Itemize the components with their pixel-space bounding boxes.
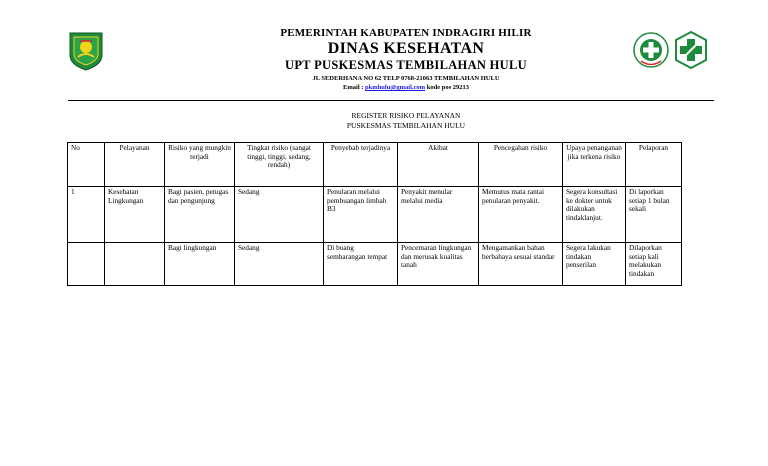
table-cell: Sedang <box>235 243 324 286</box>
header-cell-risiko: Risiko yang mungkin terjadi <box>165 143 235 187</box>
table-cell: Di laporkan setiap 1 bulan sekali <box>626 187 682 243</box>
table-cell <box>105 243 165 286</box>
header-cell-tingkat: Tingkat risiko (sangat tinggi, tinggi, sedang, rendah) <box>235 143 324 187</box>
letterhead <box>200 27 612 92</box>
header-cell-pelaporan: Pelaporan <box>626 143 682 187</box>
unit-name: UPT PUSKESMAS TEMBILAHAN HULU <box>285 58 527 72</box>
email-line <box>200 83 612 92</box>
table-cell: Di buang sembarangan tempat <box>324 243 398 286</box>
table-cell: Bagi pasien, petugas dan pengunjung <box>165 187 235 243</box>
table-cell <box>68 243 105 286</box>
table-cell: Pencemaran lingkungan dan merusak kualitas tanah <box>398 243 479 286</box>
email-label: Email : <box>343 84 364 91</box>
address-line: JL SEDERHANA NO 62 TELP 0768-21063 TEMBILAHAN HULU <box>312 75 500 82</box>
government-name: PEMERINTAH KABUPATEN INDRAGIRI HILIR <box>280 27 532 39</box>
postal-code: kode pos 29213 <box>426 84 469 91</box>
table-cell: Penyakit menular melalui media <box>398 187 479 243</box>
table-cell: Sedang <box>235 187 324 243</box>
header-cell-penyebab: Penyebab terjadinya <box>324 143 398 187</box>
header-divider <box>68 100 714 101</box>
risk-register-table <box>67 142 682 286</box>
bakti-husada-icon <box>632 28 670 72</box>
table-cell: Memutus mata rantai penularan penyakit. <box>479 187 563 243</box>
table-cell: Segera lakukan tindakan penserilan <box>563 243 626 286</box>
health-cross-icon <box>674 30 708 70</box>
title-line-1: REGISTER RISIKO PELAYANAN <box>351 111 461 120</box>
table-cell: Penularan melalui pembuangan limbah B3 <box>324 187 398 243</box>
table-cell: Dilaporkan setiap kali melakukan tindakan <box>626 243 682 286</box>
table-header-row <box>68 143 682 187</box>
table-row <box>68 243 682 286</box>
header-cell-upaya: Upaya penanganan jika terkena risiko <box>563 143 626 187</box>
agency-name: DINAS KESEHATAN <box>327 40 485 57</box>
table-row <box>68 187 682 243</box>
header-cell-pencegahan: Pencegahan risiko <box>479 143 563 187</box>
table-cell: Kesehatan Lingkungan <box>105 187 165 243</box>
regency-emblem-icon <box>66 29 106 71</box>
header-cell-akibat: Akibat <box>398 143 479 187</box>
header-cell-no: No <box>68 143 105 187</box>
table-cell: Segera konsultasi ke dokter untuk dilakukan tindaklanjut. <box>563 187 626 243</box>
title-line-2: PUSKESMAS TEMBILAHAN HULU <box>346 121 466 130</box>
table-cell: 1 <box>68 187 105 243</box>
email-link[interactable]: pkmhulu@gmail.com <box>365 84 426 91</box>
document-title <box>200 111 612 131</box>
header-cell-pelayanan: Pelayanan <box>105 143 165 187</box>
table-cell: Mengamankan bahan berbahaya sesuai standar <box>479 243 563 286</box>
table-cell: Bagi lingkungan <box>165 243 235 286</box>
